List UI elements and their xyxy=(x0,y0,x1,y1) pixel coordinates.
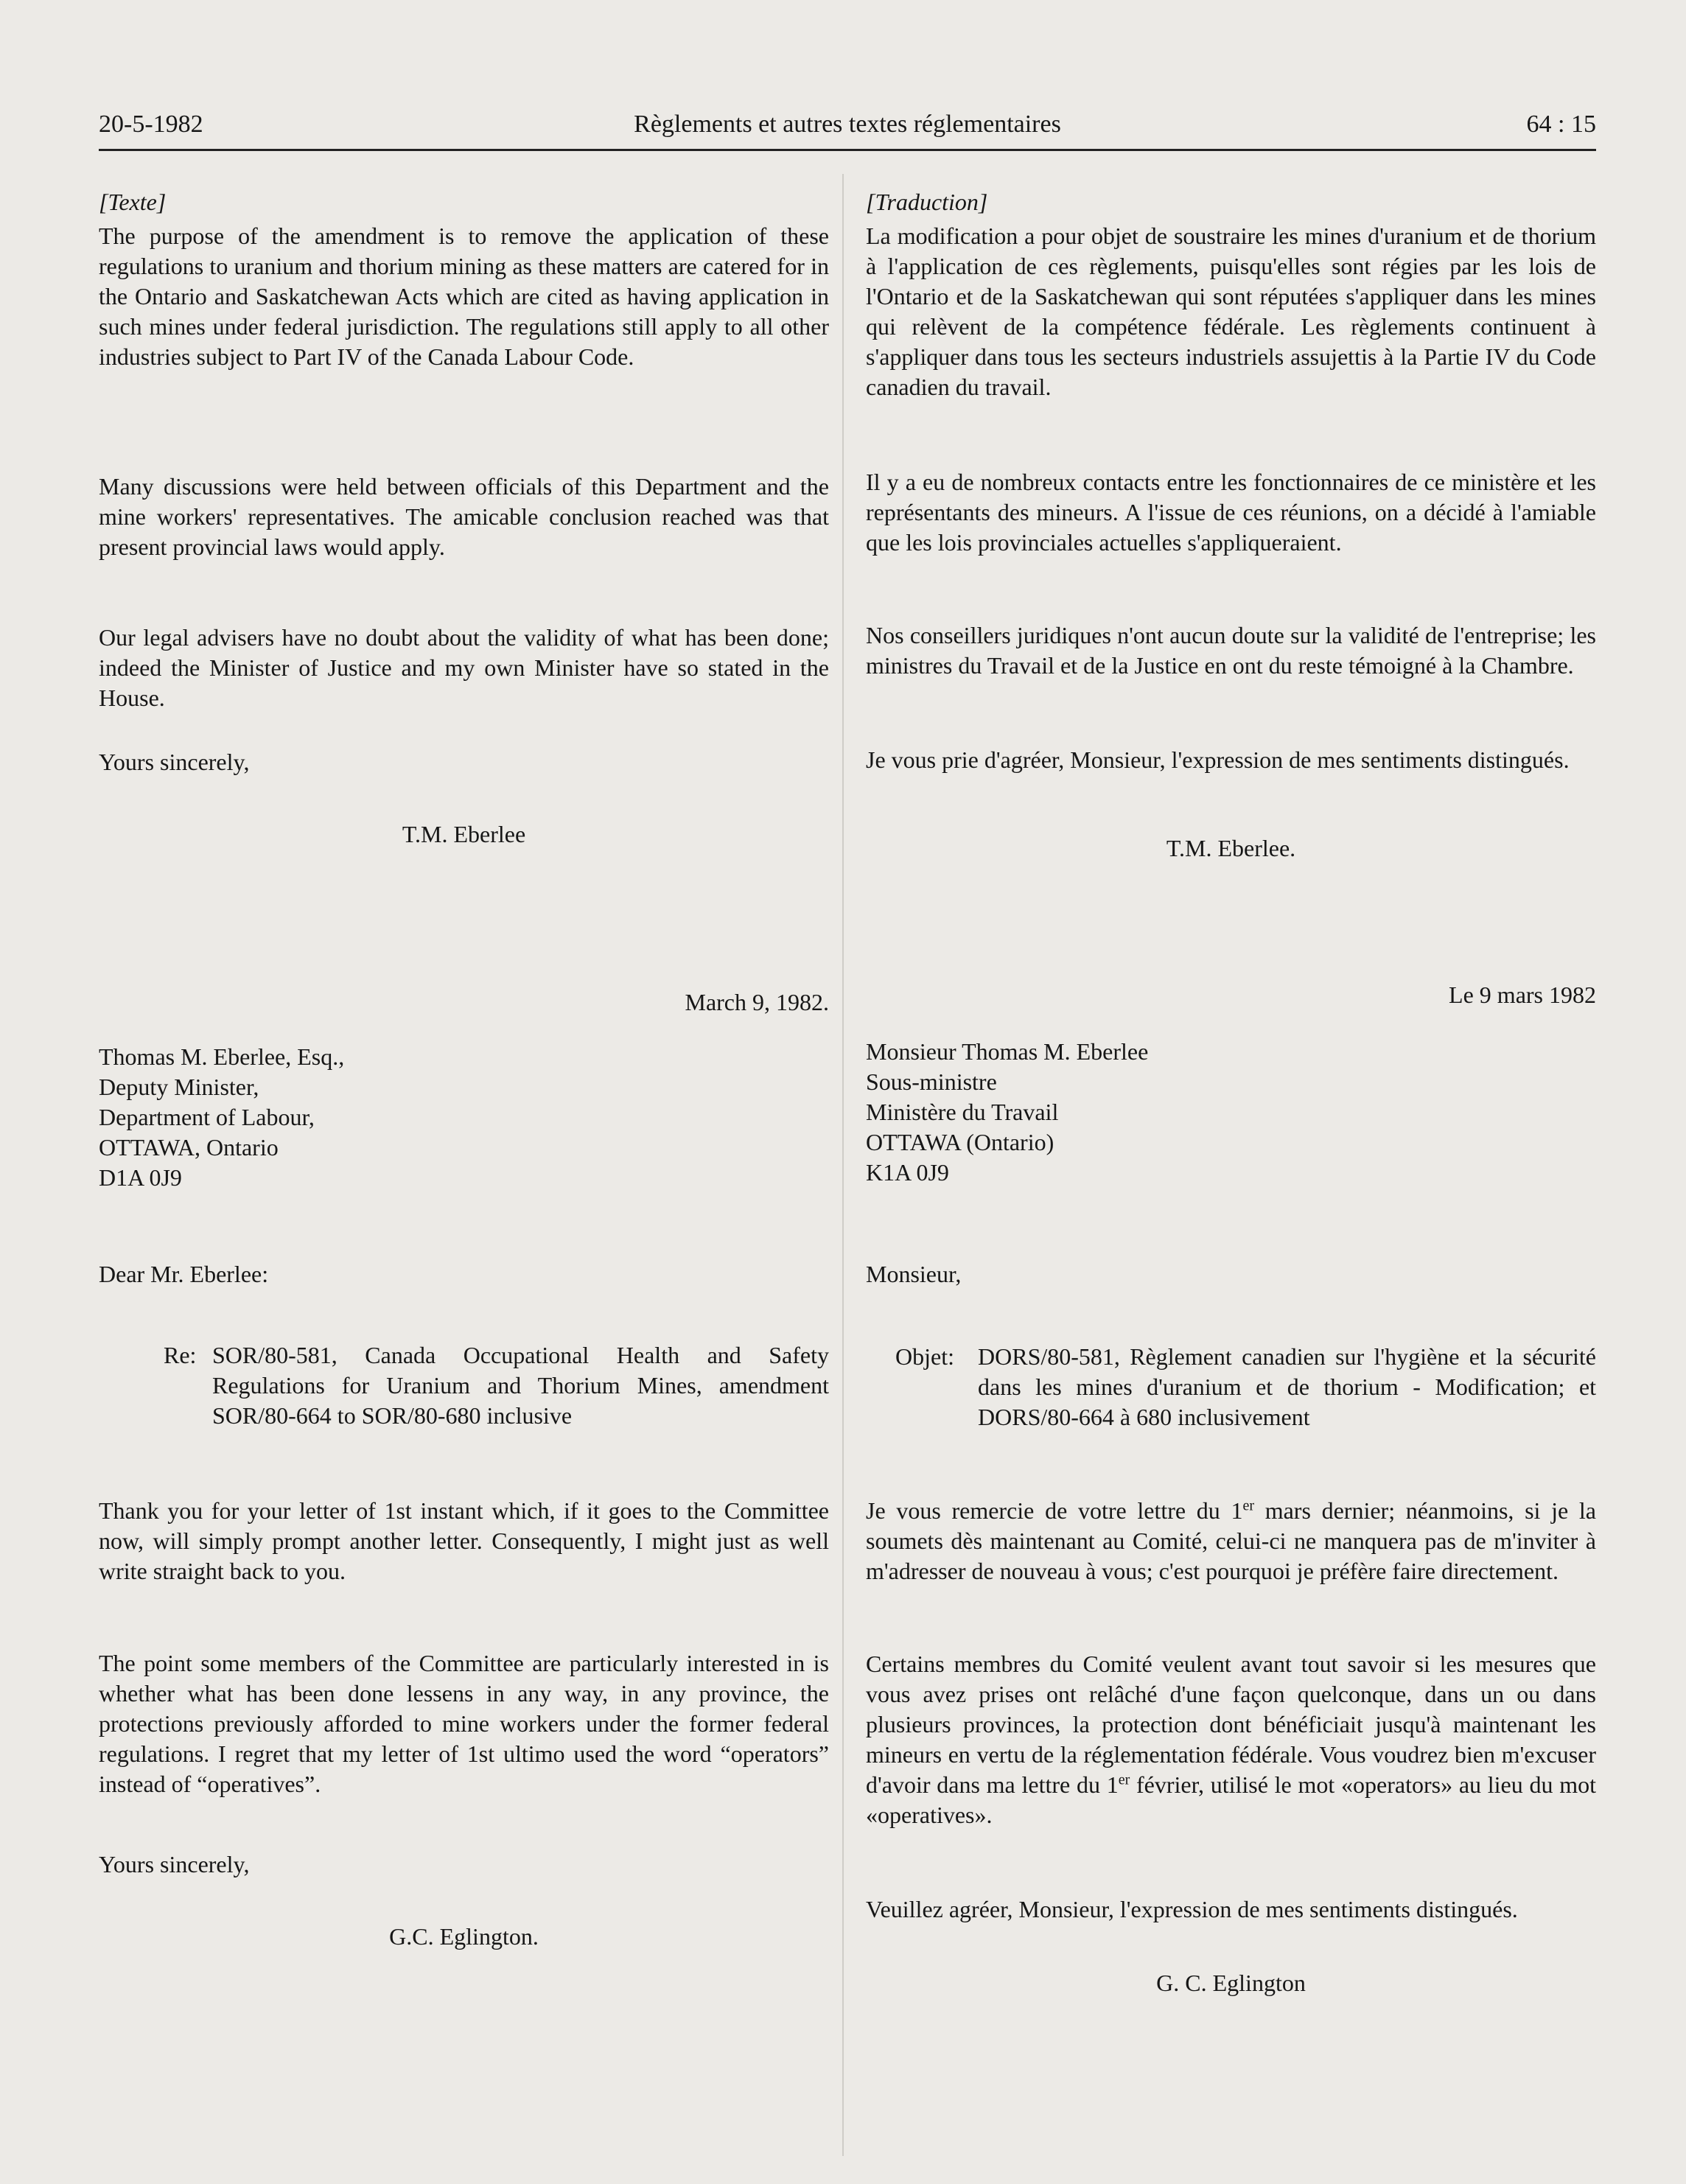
address-line: OTTAWA, Ontario xyxy=(99,1134,279,1161)
closing-2: Veuillez agréer, Monsieur, l'expression de mes sentiments distingués. xyxy=(866,1896,1518,1922)
paragraph-legal: Our legal advisers have no doubt about the validity of what has been done; indeed the Minister of Justice and my own Minister have so stated in the House. xyxy=(99,624,829,711)
text-run: Certains membres du Comité veulent avant tout savoir si les mesures que vous avez prises ont relâché d'une façon quelconque, dans un ou dans plusieurs provinces, la protection dont bénéficiait jusqu'à maintenant les mineurs en vertu de la réglementation fédérale. Vous voudrez bien m'excuser d'avoir dans ma lettre du 1 xyxy=(866,1651,1596,1798)
address-block xyxy=(99,1042,829,1193)
signature-1: T.M. Eberlee xyxy=(402,821,526,847)
closing-1: Yours sincerely, xyxy=(99,749,250,775)
paragraph-remercie xyxy=(866,1496,1596,1586)
superscript: er xyxy=(1118,1771,1130,1788)
signature-1: T.M. Eberlee. xyxy=(1166,835,1296,861)
address-line: Monsieur Thomas M. Eberlee xyxy=(866,1038,1149,1065)
subject-text: SOR/80-581, Canada Occupational Health and Safety Regulations for Uranium and Thorium Mines, amendment SOR/80-664 to SOR/80-680 inclusive xyxy=(212,1342,829,1429)
section-label: [Texte] xyxy=(99,189,167,215)
signature-2: G.C. Eglington. xyxy=(389,1923,539,1950)
signature-2: G. C. Eglington xyxy=(1156,1970,1306,1996)
subject-text: DORS/80-581, Règlement canadien sur l'hygiène et la sécurité dans les mines d'uranium et de thorium - Modification; et DORS/80-664 à 680 inclusivement xyxy=(978,1343,1596,1430)
address-line: Deputy Minister, xyxy=(99,1074,259,1100)
paragraph-contacts: Il y a eu de nombreux contacts entre les fonctionnaires de ce ministère et les représentants des mineurs. A l'issue de ces réunions, on a décidé à l'amiable que les lois provinciales actuelles s'appliqueraient. xyxy=(866,469,1596,556)
text-run: Je vous remercie de votre lettre du 1 xyxy=(866,1497,1243,1524)
paragraph-thanks: Thank you for your letter of 1st instant which, if it goes to the Committee now, will simply prompt another letter. Consequently, I might just as well write straight back to you. xyxy=(99,1497,829,1584)
address-block xyxy=(866,1037,1596,1188)
address-line: OTTAWA (Ontario) xyxy=(866,1129,1054,1155)
closing-2: Yours sincerely, xyxy=(99,1851,250,1877)
paragraph-discussions: Many discussions were held between officials of this Department and the mine workers' representatives. The amicable conclusion reached was that present provincial laws would apply. xyxy=(99,473,829,560)
address-line: Department of Labour, xyxy=(99,1104,315,1130)
address-line: Sous-ministre xyxy=(866,1068,997,1095)
header-date: 20-5-1982 xyxy=(99,111,203,138)
paragraph-certains xyxy=(866,1649,1596,1830)
subject-label: Objet: xyxy=(895,1343,954,1370)
address-line: Ministère du Travail xyxy=(866,1099,1059,1125)
section-label: [Traduction] xyxy=(866,189,988,215)
closing-1: Je vous prie d'agréer, Monsieur, l'expression de mes sentiments distingués. xyxy=(866,746,1570,773)
salutation: Dear Mr. Eberlee: xyxy=(99,1261,269,1287)
letter-date: March 9, 1982. xyxy=(685,989,829,1015)
column-divider xyxy=(842,174,844,2156)
text-run: février, utilisé le mot «operators» au lieu du mot «operatives». xyxy=(866,1771,1597,1828)
header-title: Règlements et autres textes réglementaires xyxy=(634,111,1061,138)
paragraph-juridiques: Nos conseillers juridiques n'ont aucun doute sur la validité de l'entreprise; les ministres du Travail et de la Justice en ont du reste témoigné à la Chambre. xyxy=(866,622,1596,679)
address-line: K1A 0J9 xyxy=(866,1159,949,1186)
text-run: mars dernier; néanmoins, si je la soumets dès maintenant au Comité, celui-ci ne manquera pas de m'inviter à m'adresser de nouveau à vous; c'est pourquoi je préfère faire directement. xyxy=(866,1497,1597,1584)
paragraph-point: The point some members of the Committee are particularly interested in is whether what has been done lessens in any way, in any province, the protections previously afforded to mine workers under the former federal regulations. I regret that my letter of 1st ultimo used the word “operators” instead of “operatives”. xyxy=(99,1650,829,1797)
paragraph-objet: La modification a pour objet de soustraire les mines d'uranium et de thorium à l'application de ces règlements, puisqu'elles sont régies par les lois de l'Ontario et de la Saskatchewan qui sont réputées s'appliquer dans les mines qui relèvent de la compétence fédérale. Les règlements continuent à s'appliquer dans tous les secteurs industriels assujettis à la Partie IV du Code canadien du travail. xyxy=(866,223,1596,400)
address-line: Thomas M. Eberlee, Esq., xyxy=(99,1043,345,1070)
subject-label: Re: xyxy=(164,1342,197,1368)
paragraph-purpose: The purpose of the amendment is to remove the application of these regulations to uranium and thorium mining as these matters are catered for in the Ontario and Saskatchewan Acts which are cited as having application in such mines under federal jurisdiction. The regulations still apply to all other industries subject to Part IV of the Canada Labour Code. xyxy=(99,223,829,370)
address-line: D1A 0J9 xyxy=(99,1164,182,1191)
salutation: Monsieur, xyxy=(866,1261,962,1287)
letter-date: Le 9 mars 1982 xyxy=(1449,981,1596,1008)
header-page-number: 64 : 15 xyxy=(1526,111,1596,138)
superscript: er xyxy=(1242,1497,1255,1514)
page-header xyxy=(99,111,1596,151)
